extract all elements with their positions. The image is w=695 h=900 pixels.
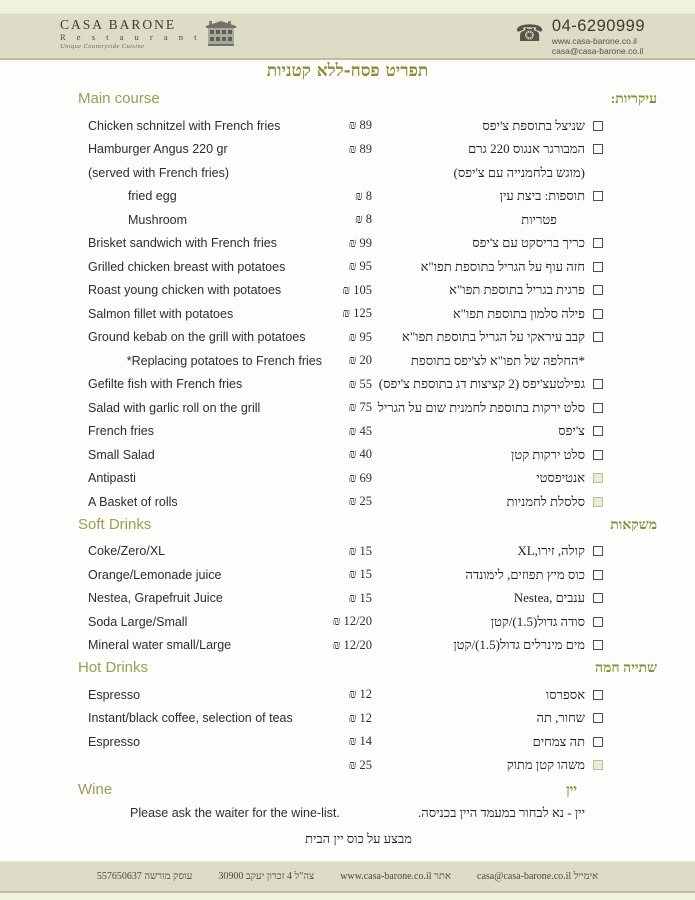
menu-item-row <box>0 138 695 162</box>
item-price: ₪ 12/20 <box>332 637 372 652</box>
item-name-en: Soda Large/Small <box>88 614 188 629</box>
section-heading-he: משקאות <box>610 517 657 533</box>
checkbox-icon <box>593 379 603 389</box>
item-name-he: אספרסו <box>545 686 585 702</box>
wine-heading-row <box>0 781 695 805</box>
item-price: ₪ 45 <box>348 423 372 438</box>
item-checkbox-cell <box>585 121 657 131</box>
menu-item-row <box>0 114 695 138</box>
menu-sections <box>0 88 695 777</box>
item-checkbox-cell <box>585 262 657 272</box>
item-name-en: Brisket sandwich with French fries <box>88 236 277 251</box>
menu-item-row <box>0 302 695 326</box>
item-name-he: סודה גדול(1.5)/קטן <box>490 613 585 629</box>
checkbox-icon <box>593 713 603 723</box>
item-checkbox-cell <box>585 379 657 389</box>
footer-items <box>0 871 695 882</box>
checkbox-icon <box>593 473 603 483</box>
item-price: ₪ 8 <box>355 212 372 227</box>
item-name-en: Salad with garlic roll on the grill <box>88 400 261 415</box>
item-price: ₪ 15 <box>348 567 372 582</box>
item-name-he: גפילטעצ'יפס (2 קציצות דג בתוספת צ'יפס) <box>378 376 585 392</box>
item-name-en: fried egg <box>128 189 177 204</box>
footer-item: אימייל casa@casa-barone.co.il <box>477 871 599 882</box>
item-name-he: פטריות <box>521 211 557 227</box>
item-price: ₪ 95 <box>348 259 372 274</box>
item-name-he: כוס מיץ תפוזים, לימונדה <box>465 566 585 582</box>
logo-tagline: Unique Countryside Cuisine <box>60 43 145 50</box>
item-checkbox-cell <box>585 760 657 770</box>
menu-item-row <box>0 208 695 232</box>
header-band <box>0 13 695 60</box>
logo-name: CASA BARONE <box>60 17 177 32</box>
item-checkbox-cell <box>585 238 657 248</box>
item-name-en: Antipasti <box>88 471 136 486</box>
section-heading-he: עיקריות: <box>610 92 657 107</box>
item-name-he: מים מינרלים גדול(1.5)/קטן <box>453 637 585 653</box>
section-heading-row <box>0 659 695 683</box>
item-price: ₪ 15 <box>348 543 372 558</box>
item-price: ₪ 20 <box>348 353 372 368</box>
item-checkbox-cell <box>585 356 657 366</box>
menu-item-row <box>0 373 695 397</box>
checkbox-icon <box>593 570 603 580</box>
item-name-he: פילה סלמון בתוספת תפו"א <box>452 305 585 321</box>
checkbox-icon <box>593 593 603 603</box>
item-checkbox-cell <box>585 403 657 413</box>
checkbox-icon <box>593 285 603 295</box>
menu-item-row <box>0 730 695 754</box>
item-checkbox-cell <box>585 617 657 627</box>
item-name-he: סלט ירקות בתוספת לחמנית שום על הגריל <box>377 399 585 415</box>
item-name-en: Grilled chicken breast with potatoes <box>88 259 286 274</box>
item-name-en: Small Salad <box>88 447 155 462</box>
menu-item-row <box>0 563 695 587</box>
item-name-he: המבורגר אנגוס 220 גרם <box>468 141 585 157</box>
item-checkbox-cell <box>585 640 657 650</box>
wine-heading-en: Wine <box>78 781 113 798</box>
menu-item-row <box>0 683 695 707</box>
menu-item-row <box>0 232 695 256</box>
item-name-en: French fries <box>88 424 154 439</box>
menu-item-row <box>0 255 695 279</box>
item-name-he: משהו קטן מתוק <box>506 757 585 773</box>
section-heading-row <box>0 90 695 114</box>
menu-item-row <box>0 754 695 778</box>
bottom-strip <box>0 893 695 900</box>
item-checkbox-cell <box>585 737 657 747</box>
menu-item-row <box>0 467 695 491</box>
menu-item-row <box>0 185 695 209</box>
item-price: ₪ 99 <box>348 235 372 250</box>
item-checkbox-cell <box>585 426 657 436</box>
checkbox-icon <box>593 403 603 413</box>
menu-item-row <box>0 161 695 185</box>
item-name-en: Nestea, Grapefruit Juice <box>88 591 223 606</box>
email-address: casa@casa-barone.co.il <box>551 46 644 56</box>
item-name-he: צ'יפס <box>558 423 585 439</box>
item-price: ₪ 55 <box>348 376 372 391</box>
item-checkbox-cell <box>585 690 657 700</box>
footer-item: צה"ל 4 זכרון יעקב 30900 <box>218 871 315 882</box>
item-price: ₪ 105 <box>342 282 372 297</box>
item-price: ₪ 12 <box>348 710 372 725</box>
menu-item-row <box>0 420 695 444</box>
item-checkbox-cell <box>585 593 657 603</box>
section-heading-row <box>0 516 695 540</box>
section-heading-en: Hot Drinks <box>78 659 149 676</box>
menu-item-row <box>0 610 695 634</box>
contact-block <box>515 17 645 56</box>
phone-number: 04-6290999 <box>551 17 645 35</box>
item-name-he: שניצל בתוספת צ'יפס <box>482 117 585 133</box>
item-price: ₪ 25 <box>348 494 372 509</box>
item-checkbox-cell <box>585 309 657 319</box>
menu-item-row <box>0 634 695 658</box>
checkbox-icon <box>593 690 603 700</box>
menu-item-row <box>0 396 695 420</box>
item-checkbox-cell <box>585 570 657 580</box>
item-name-en: Gefilte fish with French fries <box>88 377 243 392</box>
item-name-he: סלט ירקות קטן <box>511 446 585 462</box>
section-heading-he: שתייה חמה <box>595 661 657 676</box>
item-price: ₪ 75 <box>348 400 372 415</box>
item-checkbox-cell <box>585 450 657 460</box>
item-checkbox-cell <box>585 191 657 201</box>
item-name-he: *החלפה של תפו"א לצ'יפס בתוספת <box>410 352 585 368</box>
item-name-en: Hamburger Angus 220 gr <box>88 142 228 157</box>
checkbox-icon <box>593 737 603 747</box>
checkbox-icon <box>593 144 603 154</box>
item-name-en: Instant/black coffee, selection of teas <box>88 711 293 726</box>
item-checkbox-cell <box>585 332 657 342</box>
item-name-en: Chicken schnitzel with French fries <box>88 118 281 133</box>
menu-item-row <box>0 349 695 373</box>
item-checkbox-cell <box>585 144 657 154</box>
item-name-en: Salmon fillet with potatoes <box>88 306 234 321</box>
logo-subtitle: R e s t a u r a n t <box>60 32 201 42</box>
item-name-en: Mineral water small/Large <box>88 638 232 653</box>
item-name-en: Mushroom <box>128 212 188 227</box>
footer-band <box>0 861 695 893</box>
contact-details <box>552 17 645 56</box>
wine-note-en: Please ask the waiter for the wine-list. <box>130 806 340 820</box>
building-icon <box>206 20 236 46</box>
item-price: ₪ 12/20 <box>332 614 372 629</box>
item-checkbox-cell <box>585 285 657 295</box>
item-price: ₪ 89 <box>348 118 372 133</box>
item-checkbox-cell <box>585 713 657 723</box>
item-price: ₪ 89 <box>348 141 372 156</box>
item-price: ₪ 8 <box>355 188 372 203</box>
checkbox-icon <box>593 191 603 201</box>
item-name-he: אנטיפסטי <box>536 470 585 486</box>
checkbox-icon <box>593 309 603 319</box>
checkbox-icon <box>593 617 603 627</box>
item-price: ₪ 95 <box>348 329 372 344</box>
item-price: ₪ 14 <box>348 734 372 749</box>
wine-heading-he: יין <box>566 783 577 798</box>
item-name-he: Nestea, ענבים <box>513 590 585 606</box>
item-name-he: שחור, תה <box>536 710 585 726</box>
item-name-he: חזה עוף על הגריל בתוספת תפו"א <box>420 258 585 274</box>
item-price: ₪ 69 <box>348 470 372 485</box>
checkbox-icon <box>593 238 603 248</box>
top-strip <box>0 0 695 13</box>
item-name-en: *Replacing potatoes to French fries <box>126 353 322 368</box>
section-heading-en: Main course <box>78 90 160 107</box>
item-name-en: (served with French fries) <box>88 165 230 180</box>
menu-item-row <box>0 707 695 731</box>
item-name-en: Espresso <box>88 687 141 702</box>
item-name-he: תה צמחים <box>532 733 585 749</box>
item-checkbox-cell <box>585 215 657 225</box>
item-name-en: Ground kebab on the grill with potatoes <box>88 330 306 345</box>
checkbox-icon <box>593 760 603 770</box>
menu-item-row <box>0 540 695 564</box>
item-name-en: Coke/Zero/XL <box>88 544 166 559</box>
item-name-en: Espresso <box>88 734 141 749</box>
footer-item: אתר www.casa-barone.co.il <box>340 871 452 882</box>
item-name-he: קולה, זירו,XL <box>517 543 585 559</box>
item-name-en: Orange/Lemonade juice <box>88 567 222 582</box>
checkbox-icon <box>593 332 603 342</box>
menu-item-row <box>0 490 695 514</box>
item-name-he: סלסלת לחמניות <box>506 493 585 509</box>
item-checkbox-cell <box>585 546 657 556</box>
item-name-he: תוספות: ביצת עין <box>499 188 585 204</box>
checkbox-icon <box>593 262 603 272</box>
checkbox-icon <box>593 450 603 460</box>
checkbox-icon <box>593 546 603 556</box>
telephone-icon: ☎ <box>515 20 544 46</box>
item-name-he: קבב עיראקי על הגריל בתוספת תפו"א <box>402 329 585 345</box>
item-price: ₪ 25 <box>348 757 372 772</box>
item-price: ₪ 12 <box>348 687 372 702</box>
footer-item: עוסק מורשה 557650637 <box>96 871 193 882</box>
checkbox-icon <box>593 121 603 131</box>
item-name-en: Roast young chicken with potatoes <box>88 283 282 298</box>
checkbox-icon <box>593 426 603 436</box>
wine-note-he: יין - נא לבחור במעמד היין בכניסה. <box>417 805 585 820</box>
section-heading-en: Soft Drinks <box>78 515 152 533</box>
item-checkbox-cell <box>585 473 657 483</box>
item-name-he: פרגית בגריל בתוספת תפו"א <box>449 282 585 298</box>
checkbox-icon <box>593 640 603 650</box>
item-checkbox-cell <box>585 497 657 507</box>
logo-text <box>60 18 201 51</box>
menu-item-row <box>0 443 695 467</box>
website-url: www.casa-barone.co.il <box>551 36 637 46</box>
item-checkbox-cell <box>585 168 657 178</box>
menu-item-row <box>0 279 695 303</box>
checkbox-icon <box>593 497 603 507</box>
wine-promo: מבצע על כוס יין הבית <box>305 831 412 846</box>
item-price: ₪ 40 <box>348 447 372 462</box>
page-title: תפריט פסח-ללא קטניות <box>266 61 429 81</box>
menu-item-row <box>0 587 695 611</box>
item-price: ₪ 15 <box>348 590 372 605</box>
menu-item-row <box>0 326 695 350</box>
item-name-he: כריך בריסקט עם צ'יפס <box>472 235 585 251</box>
wine-section <box>0 775 695 855</box>
restaurant-logo <box>60 18 236 51</box>
wine-note-row <box>0 805 695 831</box>
item-name-he: (מוגש בלחמנייה עם צ'יפס) <box>453 164 585 180</box>
item-price: ₪ 125 <box>342 306 372 321</box>
item-name-en: A Basket of rolls <box>88 494 178 509</box>
